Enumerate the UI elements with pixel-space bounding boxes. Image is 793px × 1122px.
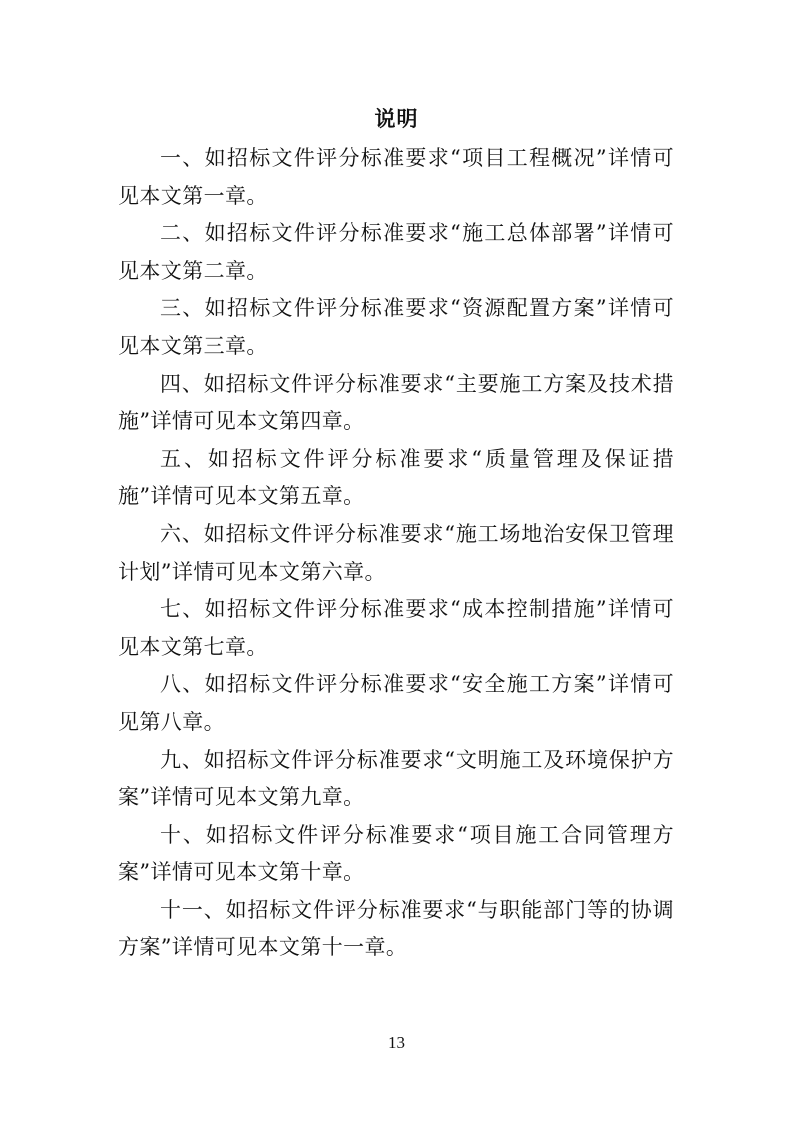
paragraph-8: 八、如招标文件评分标准要求“安全施工方案”详情可见第八章。	[118, 672, 674, 734]
paragraph-10: 十、如招标文件评分标准要求“项目施工合同管理方案”详情可见本文第十章。	[118, 822, 674, 885]
paragraph-2: 二、如招标文件评分标准要求“施工总体部署”详情可见本文第二章。	[118, 221, 674, 283]
document-body	[118, 140, 674, 967]
paragraph-4: 四、如招标文件评分标准要求“主要施工方案及技术措施”详情可见本文第四章。	[118, 371, 674, 434]
paragraph-7: 七、如招标文件评分标准要求“成本控制措施”详情可见本文第七章。	[118, 597, 674, 659]
paragraph-11: 十一、如招标文件评分标准要求“与职能部门等的协调方案”详情可见本文第十一章。	[118, 897, 674, 960]
paragraph-5: 五、如招标文件评分标准要求“质量管理及保证措施”详情可见本文第五章。	[118, 446, 674, 509]
page-number: 13	[388, 1033, 405, 1052]
paragraph-1: 一、如招标文件评分标准要求“项目工程概况”详情可见本文第一章。	[118, 146, 674, 208]
paragraph-3: 三、如招标文件评分标准要求“资源配置方案”详情可见本文第三章。	[118, 296, 674, 358]
paragraph-6: 六、如招标文件评分标准要求“施工场地治安保卫管理计划”详情可见本文第六章。	[118, 521, 674, 584]
paragraph-9: 九、如招标文件评分标准要求“文明施工及环境保护方案”详情可见本文第九章。	[118, 747, 674, 810]
page-title: 说明	[374, 107, 419, 131]
